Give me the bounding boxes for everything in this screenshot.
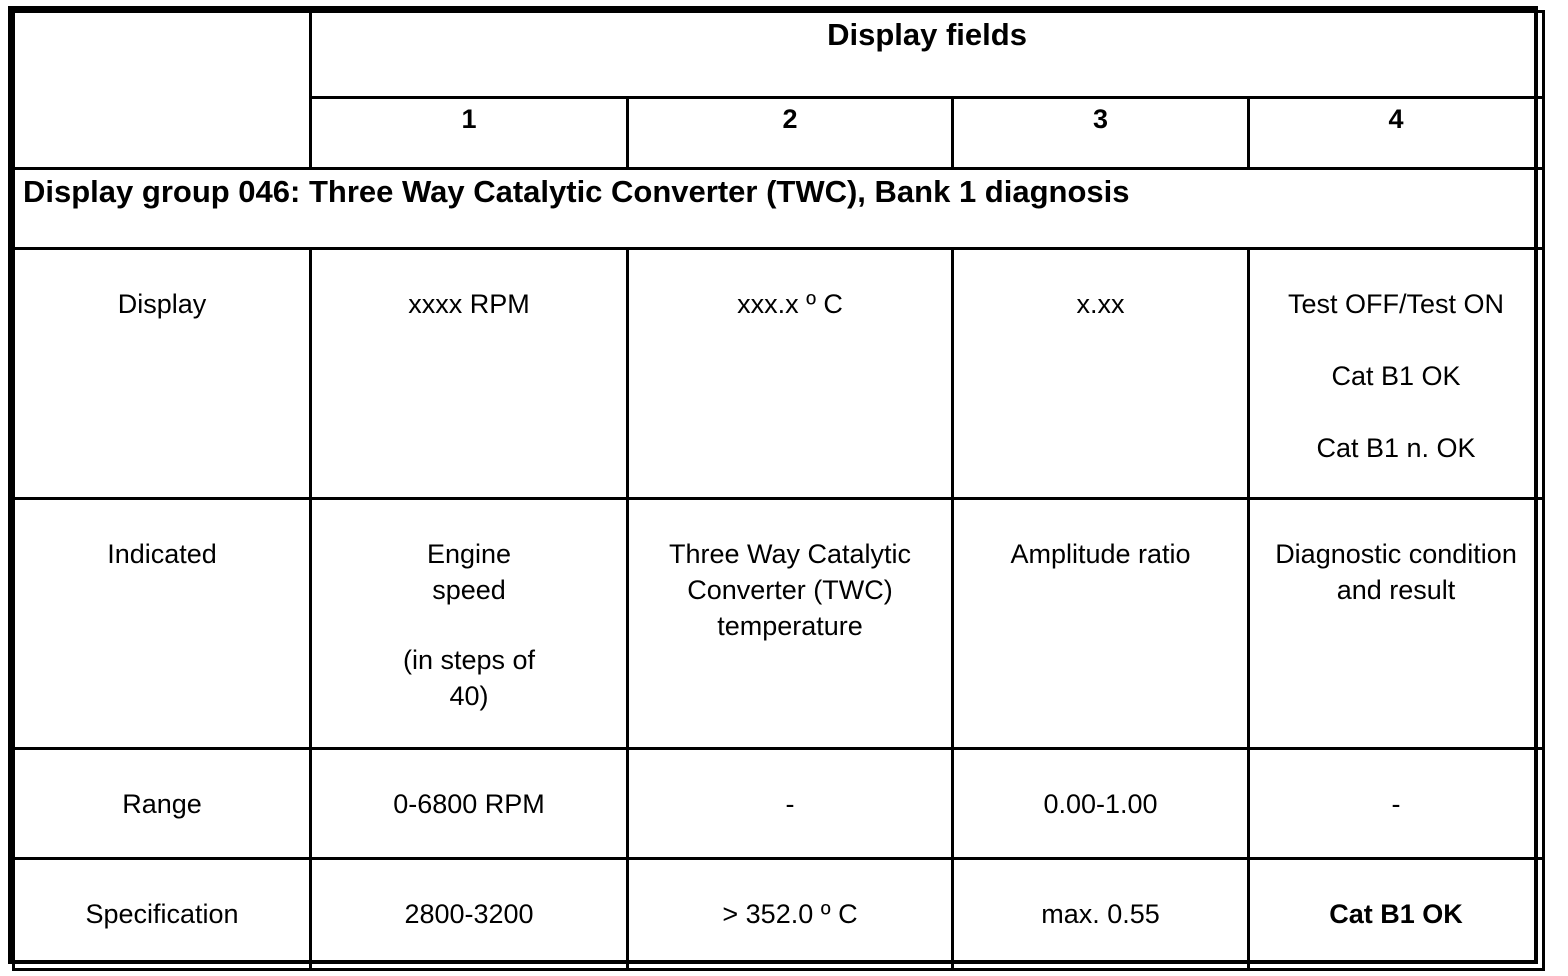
- field-number-1: 1: [311, 98, 628, 169]
- range-row: [14, 749, 1544, 859]
- display-group-title: Display group 046: Three Way Catalytic Converter (TWC), Bank 1 diagnosis: [14, 169, 1544, 249]
- display-group-table-frame: [8, 6, 1538, 964]
- range-row-label: Range: [14, 749, 311, 859]
- header-title-row: [14, 12, 1544, 98]
- display-field-4: [1249, 249, 1544, 499]
- display-field-3: x.xx: [953, 249, 1249, 499]
- field-number-3: 3: [953, 98, 1249, 169]
- header-corner-cell: [14, 12, 311, 169]
- indicated-field-2-line: Three Way Catalytic: [668, 539, 912, 569]
- display-field-4-line: Cat B1 n. OK: [1316, 433, 1476, 463]
- indicated-row-label: Indicated: [14, 499, 311, 749]
- display-field-2: xxx.x º C: [628, 249, 953, 499]
- display-fields-heading: Display fields: [311, 12, 1544, 98]
- display-field-4-line: Cat B1 OK: [1331, 361, 1461, 391]
- display-row: [14, 249, 1544, 499]
- indicated-field-1-line: 40): [449, 681, 489, 711]
- indicated-row: [14, 499, 1544, 749]
- specification-row-label: Specification: [14, 859, 311, 970]
- range-field-3: 0.00-1.00: [953, 749, 1249, 859]
- indicated-field-2-line: Converter (TWC): [687, 575, 893, 605]
- indicated-field-3: Amplitude ratio: [953, 499, 1249, 749]
- display-field-4-line: Test OFF/Test ON: [1288, 289, 1505, 319]
- group-title-row: [14, 169, 1544, 249]
- display-row-label: Display: [14, 249, 311, 499]
- display-group-table: [12, 10, 1545, 971]
- specification-row: [14, 859, 1544, 970]
- range-field-1: 0-6800 RPM: [311, 749, 628, 859]
- indicated-field-1-line: Engine: [426, 539, 512, 569]
- range-field-4: -: [1249, 749, 1544, 859]
- field-number-4: 4: [1249, 98, 1544, 169]
- indicated-field-4-line: Diagnostic condition: [1275, 539, 1517, 569]
- indicated-field-2-line: temperature: [717, 611, 863, 641]
- indicated-field-1: [311, 499, 628, 749]
- indicated-field-1-line: (in steps of: [402, 645, 536, 675]
- specification-field-1: 2800-3200: [311, 859, 628, 970]
- specification-field-2: > 352.0 º C: [628, 859, 953, 970]
- specification-field-3: max. 0.55: [953, 859, 1249, 970]
- indicated-field-1-line: speed: [432, 575, 506, 605]
- range-field-2: -: [628, 749, 953, 859]
- field-number-2: 2: [628, 98, 953, 169]
- indicated-field-2: [628, 499, 953, 749]
- display-field-1: xxxx RPM: [311, 249, 628, 499]
- indicated-field-4: [1249, 499, 1544, 749]
- specification-field-4: Cat B1 OK: [1249, 859, 1544, 970]
- indicated-field-4-line: and result: [1336, 575, 1456, 605]
